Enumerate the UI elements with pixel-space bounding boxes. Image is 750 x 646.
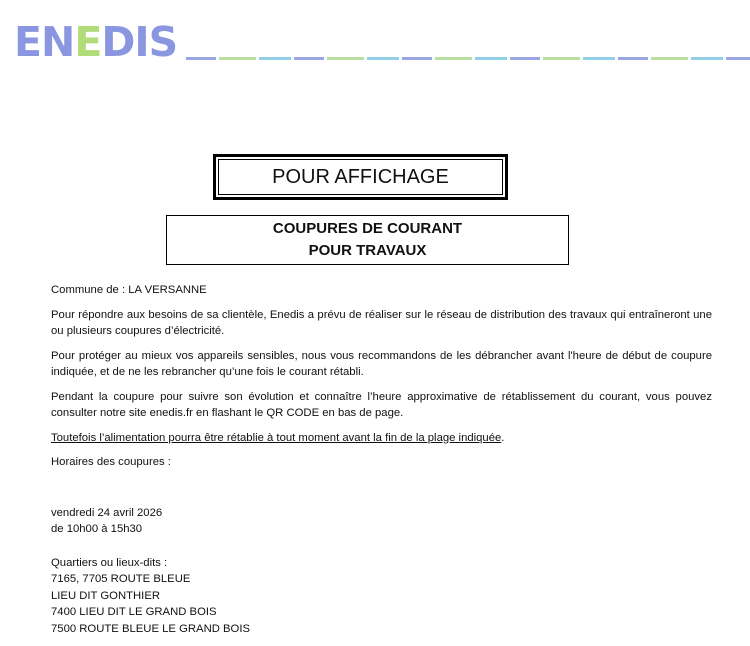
logo-text-accent: E (74, 18, 102, 66)
area-item: 7400 LIEU DIT LE GRAND BOIS (51, 606, 217, 618)
logo-text-1: EN (14, 18, 75, 66)
title-box (213, 154, 508, 200)
area-item: 7165, 7705 ROUTE BLEUE (51, 573, 191, 585)
areas-heading: Quartiers ou lieux-dits : (51, 556, 168, 569)
paragraph-3: Pendant la coupure pour suivre son évolution et connaître l’heure approximative de rétablissement du courant, vous pouvez consulter notre site enedis.fr en flashant le QR CODE en bas de page. (51, 390, 712, 419)
subtitle-line-2: POUR TRAVAUX (308, 242, 427, 259)
schedule-heading: Horaires des coupures : (51, 456, 171, 468)
subtitle-box (166, 215, 569, 265)
area-item: LIEU DIT GONTHIER (51, 589, 161, 602)
title-box-label: POUR AFFICHAGE (218, 159, 503, 195)
schedule-date: vendredi 24 avril 2026 (51, 506, 163, 519)
paragraph-1: Pour répondre aux besoins de sa clientèle, Enedis a prévu de réaliser sur le réseau de distribution des travaux qui entraîneront une ou plusieurs coupures d’électricité. (51, 308, 712, 337)
paragraph-2: Pour protéger au mieux vos appareils sensibles, nous vous recommandons de les débrancher avant l'heure de début de coupure indiquée, et de ne les rebrancher qu’une fois le courant rétabli. (51, 349, 712, 378)
area-item: 7500 ROUTE BLEUE LE GRAND BOIS (51, 622, 251, 635)
schedule-time: de 10h00 à 15h30 (51, 523, 143, 535)
warning-line (51, 430, 712, 447)
logo-text-2: DIS (101, 18, 178, 66)
header-dashed-line (186, 57, 750, 60)
notice-content (51, 282, 712, 637)
warning-end: . (501, 431, 505, 444)
commune-line: Commune de : LA VERSANNE (51, 284, 207, 296)
enedis-logo (14, 18, 178, 66)
subtitle-line-1: COUPURES DE COURANT (272, 220, 463, 237)
warning-text: Toutefois l’alimentation pourra être rétablie à tout moment avant la fin de la plage indiquée (51, 431, 502, 444)
